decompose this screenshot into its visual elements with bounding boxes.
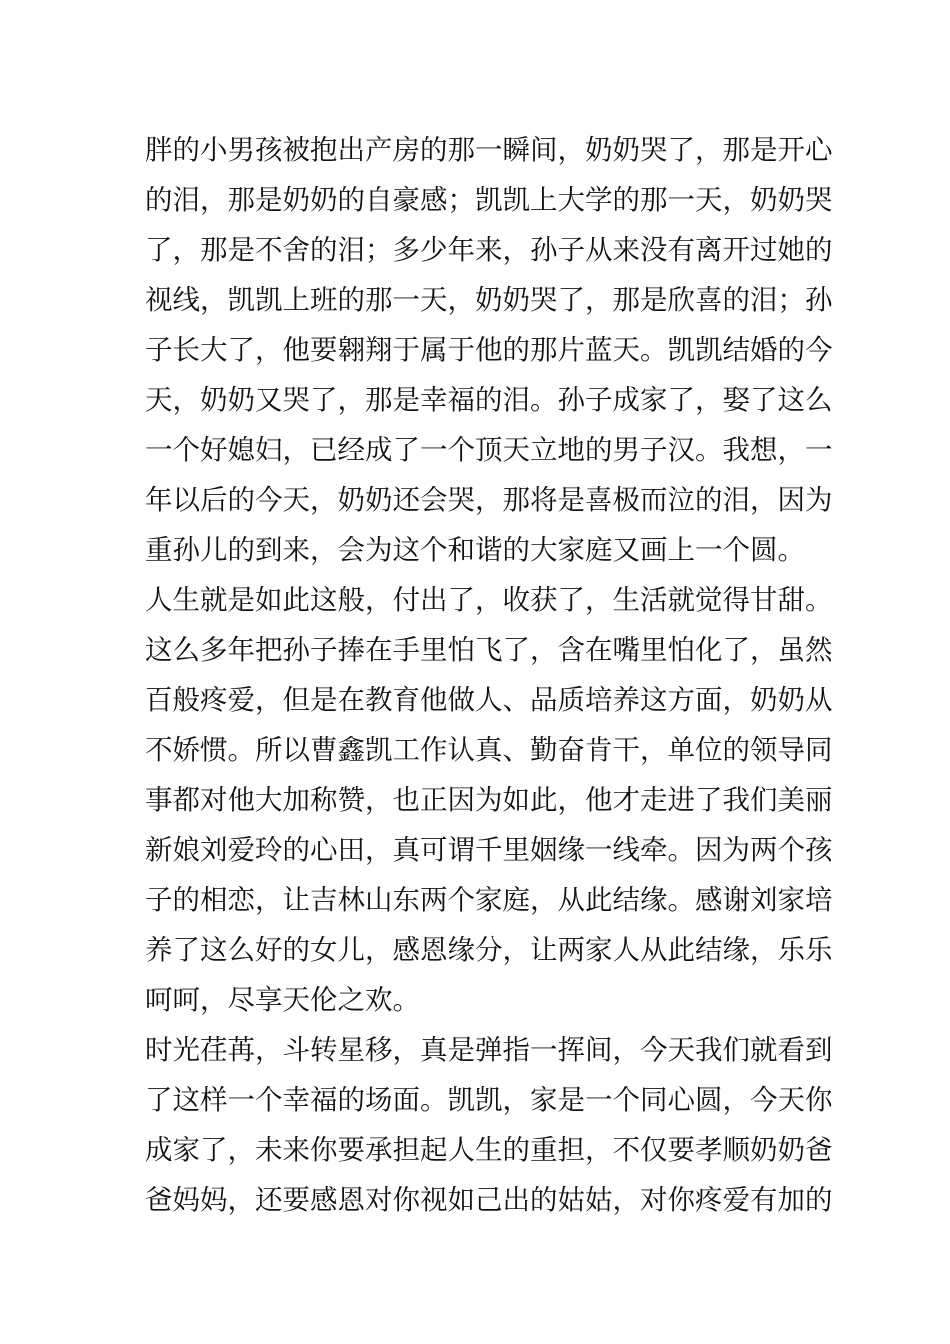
text-line: 子长大了，他要翱翔于属于他的那片蓝天。凯凯结婚的今 xyxy=(145,334,833,366)
text-line: 成家了，未来你要承担起人生的重担，不仅要孝顺奶奶爸 xyxy=(145,1134,833,1166)
text-line: 时光荏苒，斗转星移，真是弹指一挥间，今天我们就看到 xyxy=(145,1034,833,1066)
text-line: 不娇惯。所以曹鑫凯工作认真、勤奋肯干，单位的领导同 xyxy=(145,734,833,766)
text-line: 视线，凯凯上班的那一天，奶奶哭了，那是欣喜的泪；孙 xyxy=(145,284,833,316)
text-line: 的泪，那是奶奶的自豪感；凯凯上大学的那一天，奶奶哭 xyxy=(145,184,833,216)
text-line: 这么多年把孙子捧在手里怕飞了，含在嘴里怕化了，虽然 xyxy=(145,634,833,666)
text-line: 年以后的今天，奶奶还会哭，那将是喜极而泣的泪，因为 xyxy=(145,484,833,516)
text-line: 子的相恋，让吉林山东两个家庭，从此结缘。感谢刘家培 xyxy=(145,884,833,916)
text-line: 新娘刘爱玲的心田，真可谓千里姻缘一线牵。因为两个孩 xyxy=(145,834,833,866)
text-line: 了，那是不舍的泪；多少年来，孙子从来没有离开过她的 xyxy=(145,234,833,266)
text-line: 重孙儿的到来，会为这个和谐的大家庭又画上一个圆。 xyxy=(145,534,805,566)
text-line: 了这样一个幸福的场面。凯凯，家是一个同心圆，今天你 xyxy=(145,1084,833,1116)
text-line: 百般疼爱，但是在教育他做人、品质培养这方面，奶奶从 xyxy=(145,684,833,716)
text-line: 养了这么好的女儿，感恩缘分，让两家人从此结缘，乐乐 xyxy=(145,934,833,966)
text-line: 事都对他大加称赞，也正因为如此，他才走进了我们美丽 xyxy=(145,784,833,816)
text-line: 呵呵，尽享天伦之欢。 xyxy=(145,984,420,1016)
text-line: 天，奶奶又哭了，那是幸福的泪。孙子成家了，娶了这么 xyxy=(145,384,833,416)
text-line: 胖的小男孩被抱出产房的那一瞬间，奶奶哭了，那是开心 xyxy=(145,134,833,166)
text-line: 爸妈妈，还要感恩对你视如己出的姑姑，对你疼爱有加的 xyxy=(145,1184,833,1216)
text-line: 一个好媳妇，已经成了一个顶天立地的男子汉。我想，一 xyxy=(145,434,833,466)
text-line: 人生就是如此这般，付出了，收获了，生活就觉得甘甜。 xyxy=(145,584,833,616)
